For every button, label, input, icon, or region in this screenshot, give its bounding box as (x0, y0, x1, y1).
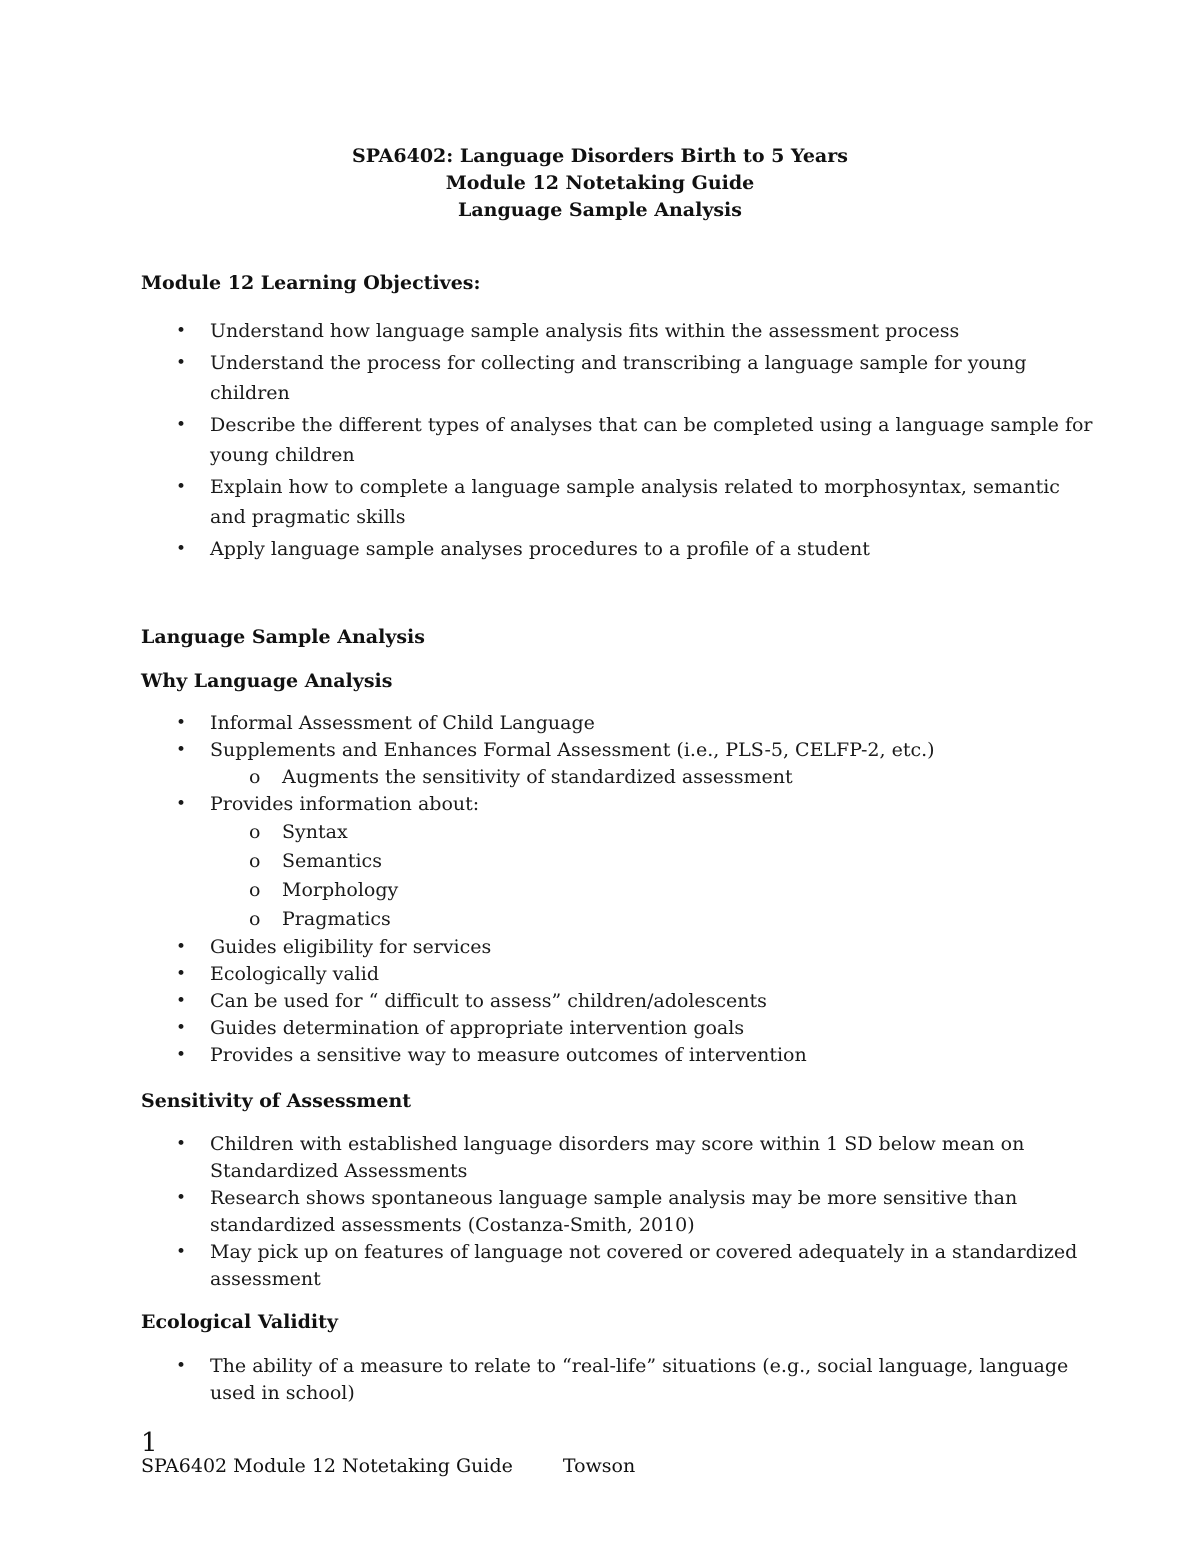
list-item: • Supplements and Enhances Formal Assessment (i.e., PLS-5, CELFP-2, etc.) (176, 739, 935, 761)
list-item: • Can be used for “ difficult to assess” children/adolescents (176, 990, 767, 1012)
list-item: • Explain how to complete a language sample analysis related to morphosyntax, semantic and pragmatic skills (176, 476, 1060, 528)
footer-right: Towson (562, 1455, 636, 1477)
objectives-list (0, 316, 1100, 566)
list-item: • Children with established language disorders may score within 1 SD below mean on Standardized Assessments (176, 1133, 1025, 1182)
objectives-heading: Module 12 Learning Objectives: (141, 272, 481, 294)
list-item: • Guides eligibility for services (176, 936, 492, 958)
list-item: • May pick up on features of language not covered or covered adequately in a standardized assessment (176, 1241, 1078, 1290)
document-title (0, 143, 1200, 224)
section-heading: Language Sample Analysis (141, 626, 425, 648)
sub-list-item: o Syntax (249, 821, 348, 843)
list-item: • Ecologically valid (176, 963, 379, 985)
sub-list-item: o Pragmatics (249, 908, 391, 930)
list-item: • Provides information about: (176, 793, 480, 815)
why-analysis-list (0, 710, 1100, 1069)
guide-title: Module 12 Notetaking Guide (445, 172, 755, 194)
validity-list (0, 1353, 1100, 1407)
course-title: SPA6402: Language Disorders Birth to 5 Years (352, 145, 848, 167)
section-heading: Sensitivity of Assessment (141, 1090, 412, 1112)
sub-list-item: o Morphology (249, 879, 399, 901)
section-subheading: Why Language Analysis (141, 670, 393, 692)
sub-list-item: o Augments the sensitivity of standardized assessment (249, 766, 793, 788)
topic-title: Language Sample Analysis (458, 199, 742, 221)
list-item: • Provides a sensitive way to measure outcomes of intervention (176, 1044, 807, 1066)
list-item: • Guides determination of appropriate intervention goals (176, 1017, 745, 1039)
list-item: • Apply language sample analyses procedures to a profile of a student (176, 538, 870, 560)
section-heading: Ecological Validity (141, 1311, 338, 1333)
list-item: • Understand the process for collecting and transcribing a language sample for young children (176, 352, 1027, 404)
list-item: • Research shows spontaneous language sample analysis may be more sensitive than standardized assessments (Costanza-Smith, 2010) (176, 1187, 1018, 1236)
list-item: • Describe the different types of analyses that can be completed using a language sample for young children (176, 414, 1093, 466)
sensitivity-list (0, 1131, 1100, 1293)
sub-list-item: o Semantics (249, 850, 382, 872)
list-item: • The ability of a measure to relate to “real-life” situations (e.g., social language, language used in school) (176, 1355, 1069, 1404)
list-item: • Understand how language sample analysis fits within the assessment process (176, 320, 960, 342)
list-item: • Informal Assessment of Child Language (176, 712, 595, 734)
page-footer (141, 1455, 635, 1477)
page-number: 1 (141, 1428, 158, 1458)
footer-left: SPA6402 Module 12 Notetaking Guide (141, 1455, 513, 1477)
